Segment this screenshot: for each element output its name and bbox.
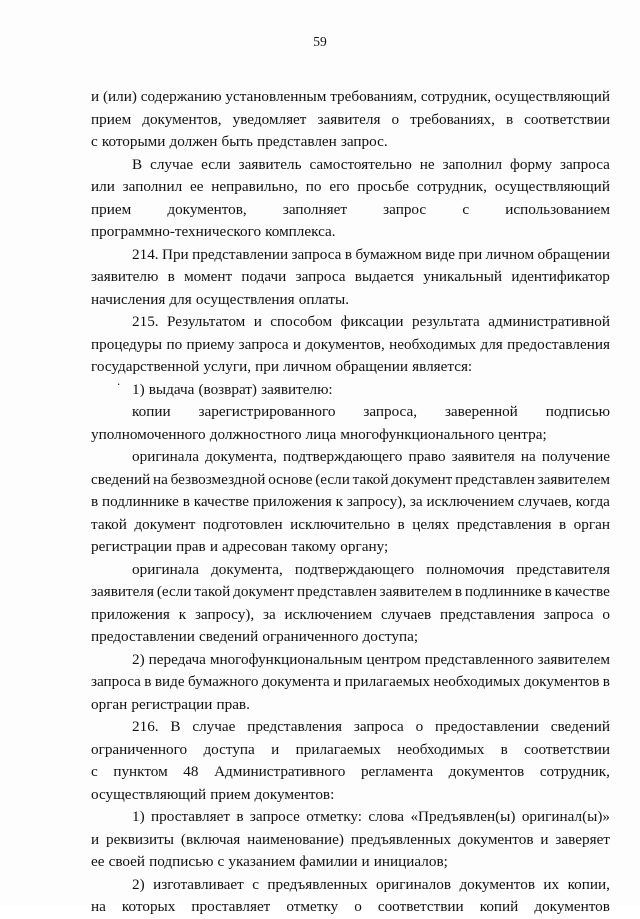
word: запроса: [560, 155, 610, 173]
word: запроса: [238, 335, 289, 353]
text-line: [91, 784, 610, 807]
text-line: [91, 469, 610, 492]
word: (включая: [180, 830, 241, 848]
word: представлении: [192, 245, 289, 263]
word: заполнил: [442, 155, 503, 173]
word: и: [292, 335, 302, 353]
word: которыми: [101, 133, 166, 150]
word: заверяет: [555, 830, 610, 848]
word: в: [505, 110, 514, 128]
word: к: [335, 493, 343, 510]
word: документов: [457, 830, 534, 848]
word: о: [415, 718, 424, 735]
word: бумажном: [355, 245, 422, 263]
word: представления: [247, 718, 343, 735]
word: Административного: [214, 763, 346, 780]
word: в: [236, 808, 244, 825]
word: представлен: [455, 470, 535, 488]
word: оригинал(ы)»: [521, 808, 610, 825]
text-line: [91, 86, 610, 109]
word: запроса: [295, 268, 346, 285]
word: необходимых: [397, 740, 485, 758]
word: прилагаемых: [295, 740, 381, 758]
word: предъявленных: [350, 830, 452, 848]
word: копии: [132, 403, 171, 420]
word: подтверждающего: [294, 560, 415, 578]
word: доступа: [203, 740, 255, 758]
word: 48: [183, 763, 199, 780]
word: представлен: [257, 133, 337, 150]
word: подписью: [545, 403, 610, 420]
word: ограниченного: [91, 740, 188, 758]
word: подготовлен: [202, 515, 283, 533]
word: безвозмездной: [170, 470, 266, 488]
word: в: [167, 268, 175, 285]
word: выдача: [148, 380, 195, 398]
word: заверенной: [444, 403, 518, 420]
word: бумажного: [188, 673, 259, 690]
word: В: [132, 155, 143, 173]
word: и: [253, 313, 262, 330]
word: проставляет: [151, 808, 230, 825]
word: результата: [412, 313, 480, 330]
word: в: [144, 673, 152, 690]
word: с: [462, 200, 470, 218]
text-line: [91, 581, 610, 604]
page-number: 59: [313, 34, 327, 49]
word: предоставлении: [434, 718, 539, 735]
word: личном: [485, 245, 535, 263]
text-line: [91, 604, 610, 627]
word: фиксации: [340, 313, 404, 330]
word: услуги,: [203, 358, 252, 375]
word: использованием: [505, 200, 610, 218]
word: случаев,: [517, 493, 572, 510]
text-line: [91, 761, 610, 784]
word: необходимых: [389, 335, 477, 353]
word: получение: [541, 448, 610, 465]
word: ее: [91, 853, 105, 870]
word: его: [329, 178, 350, 195]
word: с: [91, 763, 98, 780]
word: уведомляет: [232, 110, 307, 128]
word: документ: [233, 583, 295, 600]
text-line: [91, 491, 610, 514]
word: При: [162, 245, 189, 263]
word: документов:: [254, 785, 335, 803]
word: приему: [186, 335, 235, 353]
word: документов: [534, 898, 610, 915]
word: подачи: [241, 268, 287, 285]
word: когда: [575, 493, 610, 510]
text-line: [91, 109, 610, 132]
word: запроса: [543, 605, 594, 623]
word: к: [178, 605, 187, 623]
word: в: [544, 583, 552, 600]
word: своей: [108, 853, 146, 870]
word: административной: [488, 313, 610, 330]
word: их: [543, 875, 560, 893]
word: осуществления: [195, 290, 295, 308]
word: представлен: [297, 583, 377, 600]
word: государственной: [91, 358, 200, 375]
word: о: [354, 898, 362, 915]
word: с: [217, 853, 225, 870]
word: требованиям,: [330, 88, 418, 105]
word: момент: [184, 268, 233, 285]
text-line: [91, 289, 610, 312]
word: документа: [261, 673, 330, 690]
word: является:: [412, 358, 473, 375]
text-line: [91, 739, 610, 762]
word: установленным: [225, 88, 327, 105]
word: инициалов;: [373, 853, 448, 870]
word: запросу),: [194, 605, 255, 623]
word: ограниченного: [262, 628, 359, 645]
word: зарегистрированного: [198, 403, 336, 420]
word: сведений: [550, 718, 610, 735]
text-line: [91, 829, 610, 852]
word: обращении: [335, 358, 409, 375]
word: процедуры: [91, 335, 163, 353]
word: документов,: [305, 335, 385, 353]
word: в: [182, 493, 190, 510]
word: исключением: [284, 605, 373, 623]
word: предоставления: [507, 335, 610, 353]
word: документ: [391, 470, 453, 488]
word: о: [391, 110, 400, 128]
text-line: [91, 649, 610, 672]
word: приложения: [91, 605, 170, 623]
word: лица: [305, 425, 337, 443]
word: такой: [194, 583, 231, 600]
word: необходимых: [433, 673, 521, 690]
word: документов: [523, 673, 600, 690]
word: отметку: [286, 898, 339, 915]
text-line: [91, 694, 610, 717]
word: комплекса.: [265, 223, 336, 240]
word: обращении: [537, 245, 610, 263]
word: 2): [132, 650, 145, 668]
word: центра;: [498, 425, 547, 443]
word: по: [166, 335, 183, 353]
word: программно-технического: [91, 223, 262, 240]
word: выдается: [354, 268, 414, 285]
word: соответствии: [524, 740, 610, 758]
word: запроса: [353, 718, 404, 735]
word: В: [170, 718, 181, 735]
word: (или): [102, 88, 137, 105]
word: способом: [270, 313, 333, 330]
word: сведений: [199, 628, 259, 645]
word: для: [169, 290, 192, 308]
word: многофункциональным: [209, 650, 363, 668]
text-line: [91, 806, 610, 829]
word: если: [201, 155, 231, 173]
word: запросе: [249, 808, 300, 825]
word: документа,: [211, 560, 283, 578]
word: соответствии: [377, 898, 464, 915]
text-line: [91, 536, 610, 559]
word: право: [408, 448, 446, 465]
word: документа,: [205, 448, 277, 465]
word: осуществляющий: [494, 178, 610, 195]
word: на: [520, 448, 536, 465]
word: и: [333, 673, 342, 690]
word: с: [252, 875, 259, 893]
word: самостоятельно: [309, 155, 412, 173]
word: оплаты.: [298, 290, 350, 308]
text-line: [91, 671, 610, 694]
word: прием: [91, 110, 132, 128]
word: за: [262, 605, 276, 623]
stray-mark: .: [117, 373, 121, 388]
word: копий: [479, 898, 519, 915]
word: на: [91, 898, 106, 915]
word: оригиналов: [375, 875, 452, 893]
word: запроса: [91, 673, 141, 690]
word: доступа;: [362, 628, 419, 645]
text-line: [91, 874, 610, 897]
word: соответствии: [524, 110, 610, 128]
word: не: [419, 155, 435, 173]
word: в: [344, 245, 353, 263]
word: и: [540, 830, 549, 848]
word: и: [91, 88, 100, 105]
word: заявителя: [317, 110, 381, 128]
word: слова: [368, 808, 405, 825]
word: представителя: [516, 560, 610, 578]
word: качестве: [193, 493, 249, 510]
word: форму: [510, 155, 553, 173]
word: оригинала: [132, 448, 199, 465]
word: документов,: [167, 200, 247, 218]
word: представленного: [424, 650, 534, 668]
text-line: [91, 131, 610, 154]
word: в: [602, 673, 610, 690]
word: подлиннике: [102, 493, 179, 510]
word: проставляет: [191, 898, 271, 915]
text-line: [91, 716, 610, 739]
text-line: [91, 176, 610, 199]
word: фамилии: [299, 853, 358, 870]
word: уникальный: [423, 268, 503, 285]
text-line: [91, 356, 610, 379]
word: такой: [91, 515, 127, 533]
word: полномочия: [426, 560, 505, 578]
word: приложения: [252, 493, 332, 510]
word: при: [255, 358, 279, 375]
word: документов: [448, 763, 525, 780]
text-line: [91, 379, 610, 402]
word: регламента: [360, 763, 434, 780]
word: реквизиты: [106, 830, 175, 848]
word: пунктом: [113, 763, 168, 780]
word: регистрации: [131, 695, 213, 713]
text-line: [91, 446, 610, 469]
word: подлиннике: [464, 583, 542, 600]
word: и: [271, 740, 280, 758]
word: подписью: [149, 853, 214, 870]
text-line: [91, 424, 610, 447]
word: 1): [132, 808, 145, 825]
word: запрос: [383, 200, 427, 218]
word: представления: [439, 605, 535, 623]
word: заявителю: [91, 268, 159, 285]
word: в: [559, 515, 567, 533]
word: сотрудник,: [539, 763, 610, 780]
word: и: [361, 853, 370, 870]
word: быть: [221, 133, 253, 150]
word: виде: [425, 245, 455, 263]
word: органу;: [340, 538, 389, 555]
word: о: [602, 605, 610, 623]
word: за: [409, 493, 423, 510]
word: «Предъявлен(ы): [410, 808, 516, 825]
word: оригинала: [132, 560, 199, 578]
word: 1): [132, 380, 145, 398]
word: в: [454, 583, 462, 600]
word: с: [91, 133, 98, 150]
word: орган: [573, 515, 610, 533]
word: ее: [189, 178, 204, 195]
word: изготавливает: [153, 875, 244, 893]
text-line: [91, 221, 610, 244]
word: которых: [121, 898, 176, 915]
text-line: [91, 311, 610, 334]
word: запрос.: [340, 133, 388, 150]
word: (если: [156, 583, 192, 600]
word: личном: [283, 358, 332, 375]
word: или: [91, 178, 115, 195]
word: заявителем: [537, 650, 610, 668]
word: запроса: [291, 245, 342, 263]
word: случае: [150, 155, 194, 173]
text-line: [91, 154, 610, 177]
word: регистрации: [91, 538, 172, 555]
word: прием: [210, 785, 251, 803]
word: (если: [315, 470, 350, 488]
word: просьбе: [357, 178, 409, 195]
word: должен: [169, 133, 218, 150]
word: основе: [268, 470, 313, 488]
word: исключением: [426, 493, 515, 510]
word: в: [397, 515, 405, 533]
word: запросу),: [346, 493, 407, 510]
word: предоставлении: [91, 628, 195, 645]
word: заявитель: [238, 155, 302, 173]
word: для: [480, 335, 503, 353]
text-line: [91, 851, 610, 874]
word: запроса,: [363, 403, 418, 420]
word: и: [209, 538, 218, 555]
text-line: [91, 559, 610, 582]
text-line: [91, 334, 610, 357]
word: качестве: [554, 583, 610, 600]
word: случаев: [380, 605, 432, 623]
word: отметку:: [306, 808, 363, 825]
word: указанием: [228, 853, 296, 870]
word: 214.: [132, 245, 159, 263]
text-line: [91, 514, 610, 537]
word: орган: [91, 695, 128, 713]
word: передача: [148, 650, 206, 668]
word: осуществляющий: [494, 88, 610, 105]
text-line: [91, 266, 610, 289]
word: в: [91, 493, 99, 510]
word: документов: [459, 875, 535, 893]
word: такому: [291, 538, 337, 555]
word: целях: [412, 515, 450, 533]
word: подтверждающего: [283, 448, 403, 465]
word: при: [458, 245, 483, 263]
word: идентификатор: [511, 268, 610, 285]
word: заявителя: [91, 583, 154, 600]
word: начисления: [91, 290, 166, 308]
word: в: [500, 740, 508, 758]
word: по: [305, 178, 322, 195]
word: заявителем: [537, 470, 610, 488]
word: требованиях,: [410, 110, 495, 128]
word: сотрудник,: [416, 178, 487, 195]
word: наименование): [247, 830, 344, 848]
word: должностного: [209, 425, 302, 443]
word: уполномоченного: [91, 425, 206, 443]
word: 2): [132, 875, 145, 893]
text-line: [91, 401, 610, 424]
word: документов,: [142, 110, 222, 128]
word: прав.: [216, 695, 250, 713]
word: заявителем: [379, 583, 452, 600]
word: многофункционального: [340, 425, 495, 443]
text-line: [91, 896, 610, 919]
word: 216.: [132, 718, 159, 735]
text-line: [91, 626, 610, 649]
text-line: [91, 244, 610, 267]
word: заявителя: [451, 448, 515, 465]
word: на: [153, 470, 168, 488]
word: копии,: [567, 875, 610, 893]
word: 215.: [132, 313, 159, 330]
word: прием: [91, 200, 132, 218]
word: такой: [352, 470, 389, 488]
word: представления: [456, 515, 552, 533]
word: и: [91, 830, 100, 848]
word: исключительно: [290, 515, 391, 533]
word: содержанию: [140, 88, 222, 105]
word: документ: [134, 515, 196, 533]
word: адресован: [222, 538, 288, 555]
word: заполнил: [122, 178, 183, 195]
document-body: [91, 86, 610, 919]
word: случае: [192, 718, 236, 735]
word: предъявленных: [267, 875, 368, 893]
word: прилагаемых: [344, 673, 431, 690]
word: сотрудник,: [420, 88, 492, 105]
word: виде: [154, 673, 185, 690]
word: заполняет: [282, 200, 348, 218]
text-line: [91, 199, 610, 222]
word: Результатом: [167, 313, 246, 330]
word: (возврат): [198, 380, 257, 398]
word: прав: [176, 538, 206, 555]
word: неправильно,: [211, 178, 298, 195]
word: осуществляющий: [91, 785, 207, 803]
word: сведений: [91, 470, 151, 488]
word: заявителю:: [261, 380, 333, 398]
word: центром: [366, 650, 421, 668]
